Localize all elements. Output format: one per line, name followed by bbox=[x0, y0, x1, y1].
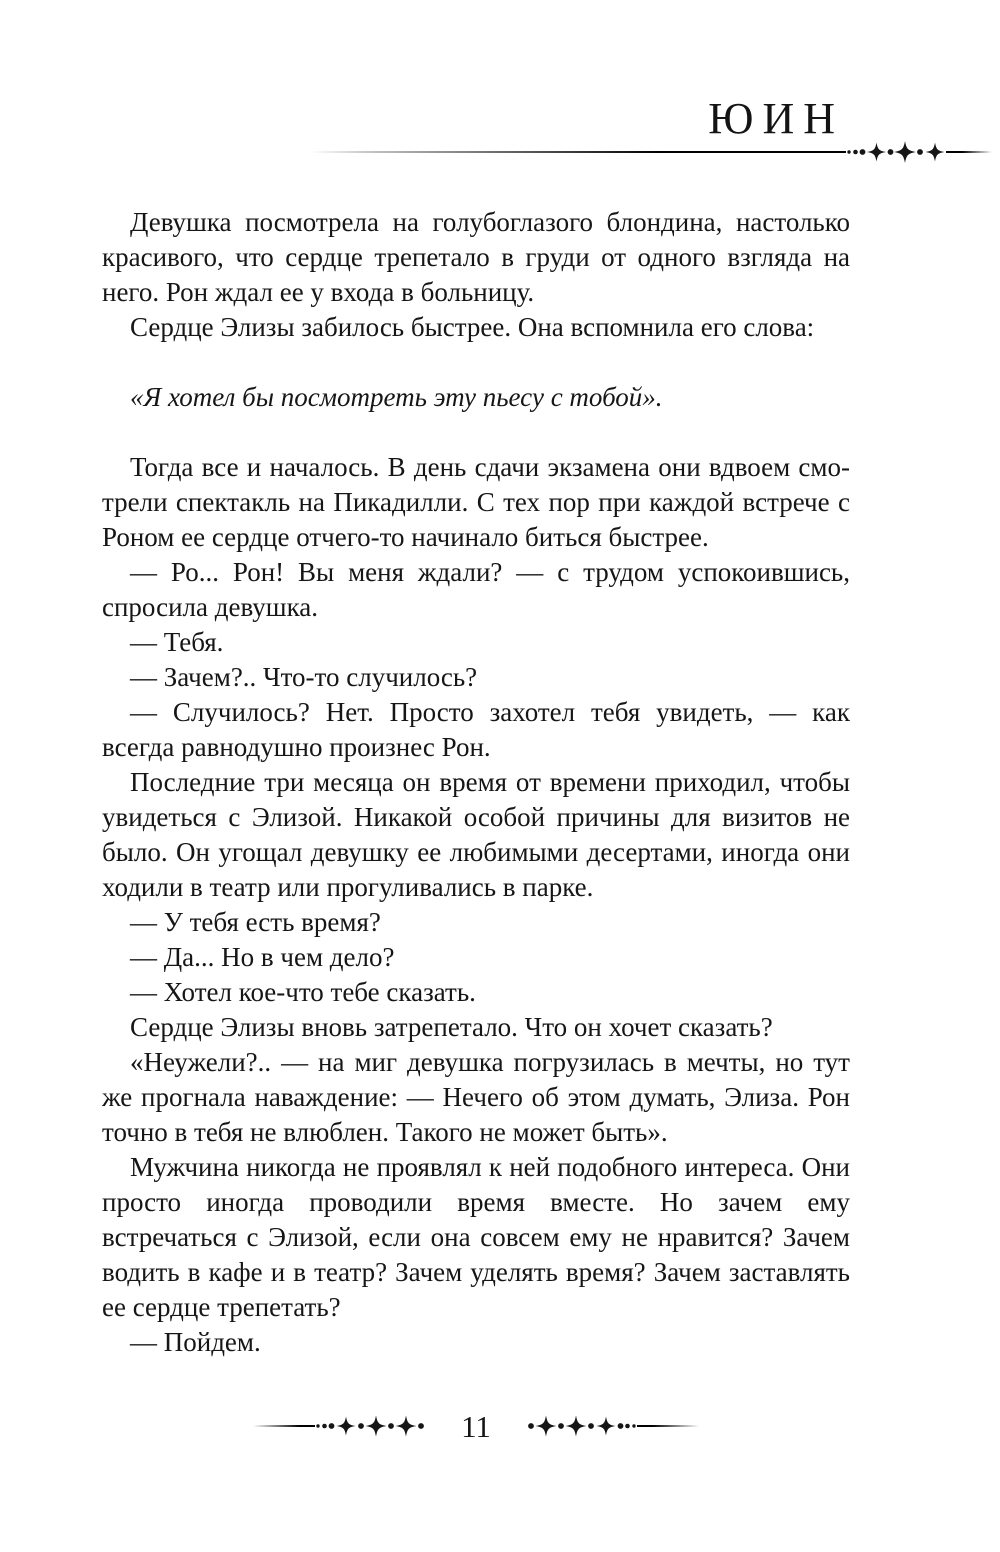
paragraph: Девушка посмотрела на голубоглазого блондина, настолько красивого, что сердце трепетало в груди от одного взгляда на него. Рон ждал ее у входа в больницу. bbox=[102, 207, 850, 307]
paragraph: — Да... Но в чем дело? bbox=[130, 942, 395, 972]
header-rule-line-end bbox=[946, 151, 992, 153]
paragraph: Сердце Элизы забилось быстрее. Она вспомнила его слова: bbox=[130, 312, 815, 342]
chapter-title: ЮИН bbox=[708, 94, 844, 143]
paragraph: «Неужели?.. — на миг девушка погрузилась в мечты, но тут же прогнала наваждение: — Нечего об этом думать, Элиза. Рон точно в тебя не влюблен. Такого не может быть». bbox=[102, 1047, 850, 1147]
paragraph: — Тебя. bbox=[130, 627, 224, 657]
page-body bbox=[102, 205, 850, 1360]
paragraph: — Ро... Рон! Вы меня ждали? — с трудом успокоившись, спросила девушка. bbox=[102, 557, 850, 622]
paragraph: Тогда все и началось. В день сдачи экзамена они вдвоем смотрели спектакль на Пикадилли. С тех пор при каждой встрече с Роном ее сердце отчего-то начинало биться быстрее. bbox=[102, 452, 850, 552]
paragraph: — Хотел кое-что тебе сказать. bbox=[130, 977, 476, 1007]
page-number: 11 bbox=[461, 1408, 491, 1444]
paragraph: — Пойдем. bbox=[130, 1327, 261, 1357]
paragraph: Мужчина никогда не проявлял к ней подобного интереса. Они просто иногда проводили время вместе. Но зачем ему встречаться с Элизой, если она совсем ему не нравится? Зачем водить в кафе и в театр? Зачем уделять время? Зачем заставлять ее сердце трепетать? bbox=[102, 1152, 850, 1322]
paragraph: Последние три месяца он время от времени приходил, чтобы увидеться с Элизой. Никакой особой причины для визитов не было. Он угощал девушку ее любимыми десертами, иногда они ходили в театр или прогуливались в парке. bbox=[102, 767, 850, 902]
header-rule bbox=[310, 140, 992, 164]
header-rule-line bbox=[310, 151, 846, 153]
diamond-ornament-left-icon bbox=[315, 1414, 437, 1438]
quote-paragraph: «Я хотел бы посмотреть эту пьесу с тобой». bbox=[130, 382, 663, 412]
footer-rule-right bbox=[637, 1425, 699, 1427]
diamond-ornament-icon bbox=[846, 140, 946, 164]
footer-rule-left bbox=[253, 1425, 315, 1427]
paragraph: — Случилось? Нет. Просто захотел тебя увидеть, — как всегда равнодушно произнес Рон. bbox=[102, 697, 850, 762]
paragraph: — Зачем?.. Что-то случилось? bbox=[130, 662, 478, 692]
paragraph: Сердце Элизы вновь затрепетало. Что он хочет сказать? bbox=[130, 1012, 773, 1042]
diamond-ornament-right-icon bbox=[515, 1414, 637, 1438]
paragraph: — У тебя есть время? bbox=[130, 907, 381, 937]
page-footer bbox=[102, 1406, 850, 1446]
